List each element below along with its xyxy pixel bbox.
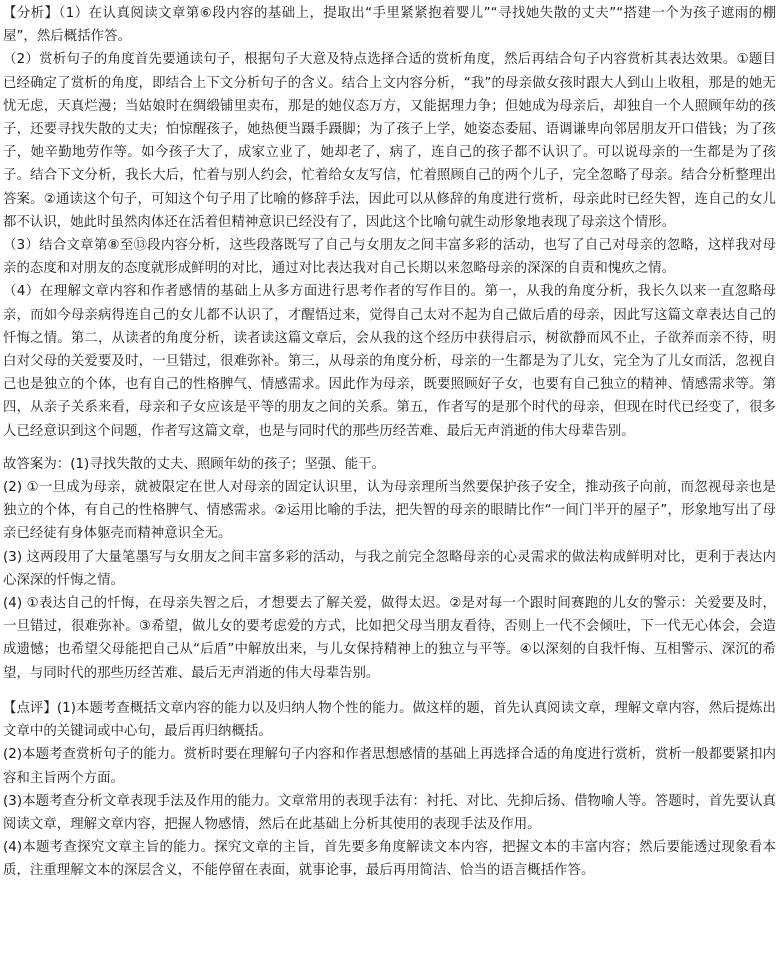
analysis-paragraph-1: 【分析】（1）在认真阅读文章第⑥段内容的基础上，提取出“手里紧紧抱着婴儿”“寻找她失散的丈夫”“搭建一个为孩子遮雨的棚屋”，然后概括作答。 xyxy=(3,6,776,45)
section-spacer xyxy=(3,685,776,697)
comment-section xyxy=(3,697,776,883)
answer-section xyxy=(3,453,776,685)
comment-paragraph-1: 【点评】(1)本题考查概括文章内容的能力以及归纳人物个性的能力。做这样的题，首先认真阅读文章，理解文章内容，然后提炼出文章中的关键词或中心句，最后再归纳概括。 xyxy=(3,700,776,740)
comment-paragraph-3: (3)本题考查分析文章表现手法及作用的能力。文章常用的表现手法有：衬托、对比、先抑后扬、借物喻人等。答题时，首先要认真阅读文章，理解文章内容，把握人物感情，然后在此基础上分析其使用的表现手法及作用。 xyxy=(3,793,776,832)
answer-paragraph-1: 故答案为：(1)寻找失散的丈夫、照顾年幼的孩子；坚强、能干。 xyxy=(3,456,386,472)
answer-paragraph-2: (2) ①一旦成为母亲，就被限定在世人对母亲的固定认识里，认为母亲理所当然要保护孩子安全，推动孩子向前，而忽视母亲也是独立的个体，有自己的性格脾气、情感需求。②运用比喻的手法，把失智的母亲的眼睛比作“一间门半开的屋子”，形象地写出了母亲已经徒有身体躯壳而精神意识全无。 xyxy=(3,480,776,542)
comment-paragraph-4: (4)本题考查探究文章主旨的能力。探究文章的主旨，首先要多角度解读文本内容，把握文本的丰富内容；然后要能透过现象看本质，注重理解文本的深层含义，不能停留在表面，就事论事，最后再用简洁、恰当的语言概括作答。 xyxy=(3,840,776,879)
analysis-section xyxy=(3,2,776,443)
section-spacer xyxy=(3,443,776,453)
comment-paragraph-2: (2)本题考查赏析句子的能力。赏析时要在理解句子内容和作者思想感情的基础上再选择合适的角度进行赏析，赏析一般都要紧扣内容和主旨两个方面。 xyxy=(3,747,776,786)
analysis-paragraph-4: （4）在理解文章内容和作者感情的基础上从多方面进行思考作者的写作目的。第一，从我的角度分析，我长久以来一直忽略母亲，而如今母亲病得连自己的女儿都不认识了，才醒悟过来，觉得自己太对不起为自己做后盾的母亲，因此写这篇文章表达自己的忏悔之情。第二，从读者的角度分析，读者读这篇文章后，会从我的这个经历中获得启示，树欲静而风不止，子欲养而亲不待，明白对父母的关爱要及时，一旦错过，很难弥补。第三，从母亲的角度分析，母亲的一生都是为了儿女，完全为了儿女而活，忽视自己也是独立的个体，也有自己的性格脾气、情感需求。因此作为母亲，既要照顾好子女，也要有自己独立的精神、情感需求等。第四，从亲子关系来看，母亲和子女应该是平等的朋友之间的关系。第五，作者写的是那个时代的母亲，但现在时代已经变了，很多人已经意识到这个问题，作者写这篇文章，也是与同时代的那些历经苦难、最后无声消逝的伟大母辈告别。 xyxy=(3,284,776,439)
answer-paragraph-3: (3) 这两段用了大量笔墨写与女朋友之间丰富多彩的活动，与我之前完全忽略母亲的心灵需求的做法构成鲜明对比，更利于表达内心深深的忏悔之情。 xyxy=(3,549,776,588)
analysis-paragraph-2: （2）赏析句子的角度首先要通读句子，根据句子大意及特点选择合适的赏析角度，然后再结合句子内容赏析其表达效果。①题目已经确定了赏析的角度，即结合上下文分析句子的含义。结合上文内容分析，“我”的母亲做女孩时跟大人到山上收租，那是的她无忧无虑，天真烂漫；当姑娘时在绸缎铺里卖布，那是的她仪态万方，又能据理力争；但她成为母亲后，却独自一个人照顾年幼的孩子，还要寻找失散的丈夫；怕惊醒孩子，她热便当蹑手蹑脚；为了孩子上学，她姿态委屈、语调谦卑向邻居朋友开口借钱；为了孩子，她辛勤地劳作等。如今孩子大了，成家立业了，她却老了，病了，连自己的孩子都不认识了。可以说母亲的一生都是为了孩子。结合下文分析，我长大后，忙着与别人约会，忙着给女友写信，忙着照顾自己的两个儿子，完全忽略了母亲。结合分析整理出答案。②通读这个句子，可知这个句子用了比喻的修辞手法，因此可以从修辞的角度进行赏析，母亲此时已经失智，连自己的女儿都不认识，她此时虽然肉体还在活着但精神意识已经没有了，因此这个比喻句就生动形象地表现了母亲这个情形。 xyxy=(3,52,776,230)
answer-paragraph-4: (4) ①表达自己的忏悔，在母亲失智之后，才想要去了解关爱，做得太迟。②是对每一个跟时间赛跑的儿女的警示：关爱要及时，一旦错过，很难弥补。③希望，做儿女的要考虑爱的方式，比如把父母当朋友看待，否则上一代不会倾吐，下一代无心体会，会造成遗憾；也希望父母能把自己从“后盾”中解放出来，与儿女保持精神上的独立与平等。④以深刻的自我忏悔、互相警示、深沉的希望，与同时代的那些历经苦难、最后无声消逝的伟大母辈告别。 xyxy=(3,596,776,681)
analysis-paragraph-3: （3）结合文章第⑧至⑬段内容分析，这些段落既写了自己与女朋友之间丰富多彩的活动，也写了自己对母亲的忽略，这样我对母亲的态度和对朋友的态度就形成鲜明的对比，通过对比表达我对自己长期以来忽略母亲的深深的自责和愧疚之情。 xyxy=(3,238,776,277)
